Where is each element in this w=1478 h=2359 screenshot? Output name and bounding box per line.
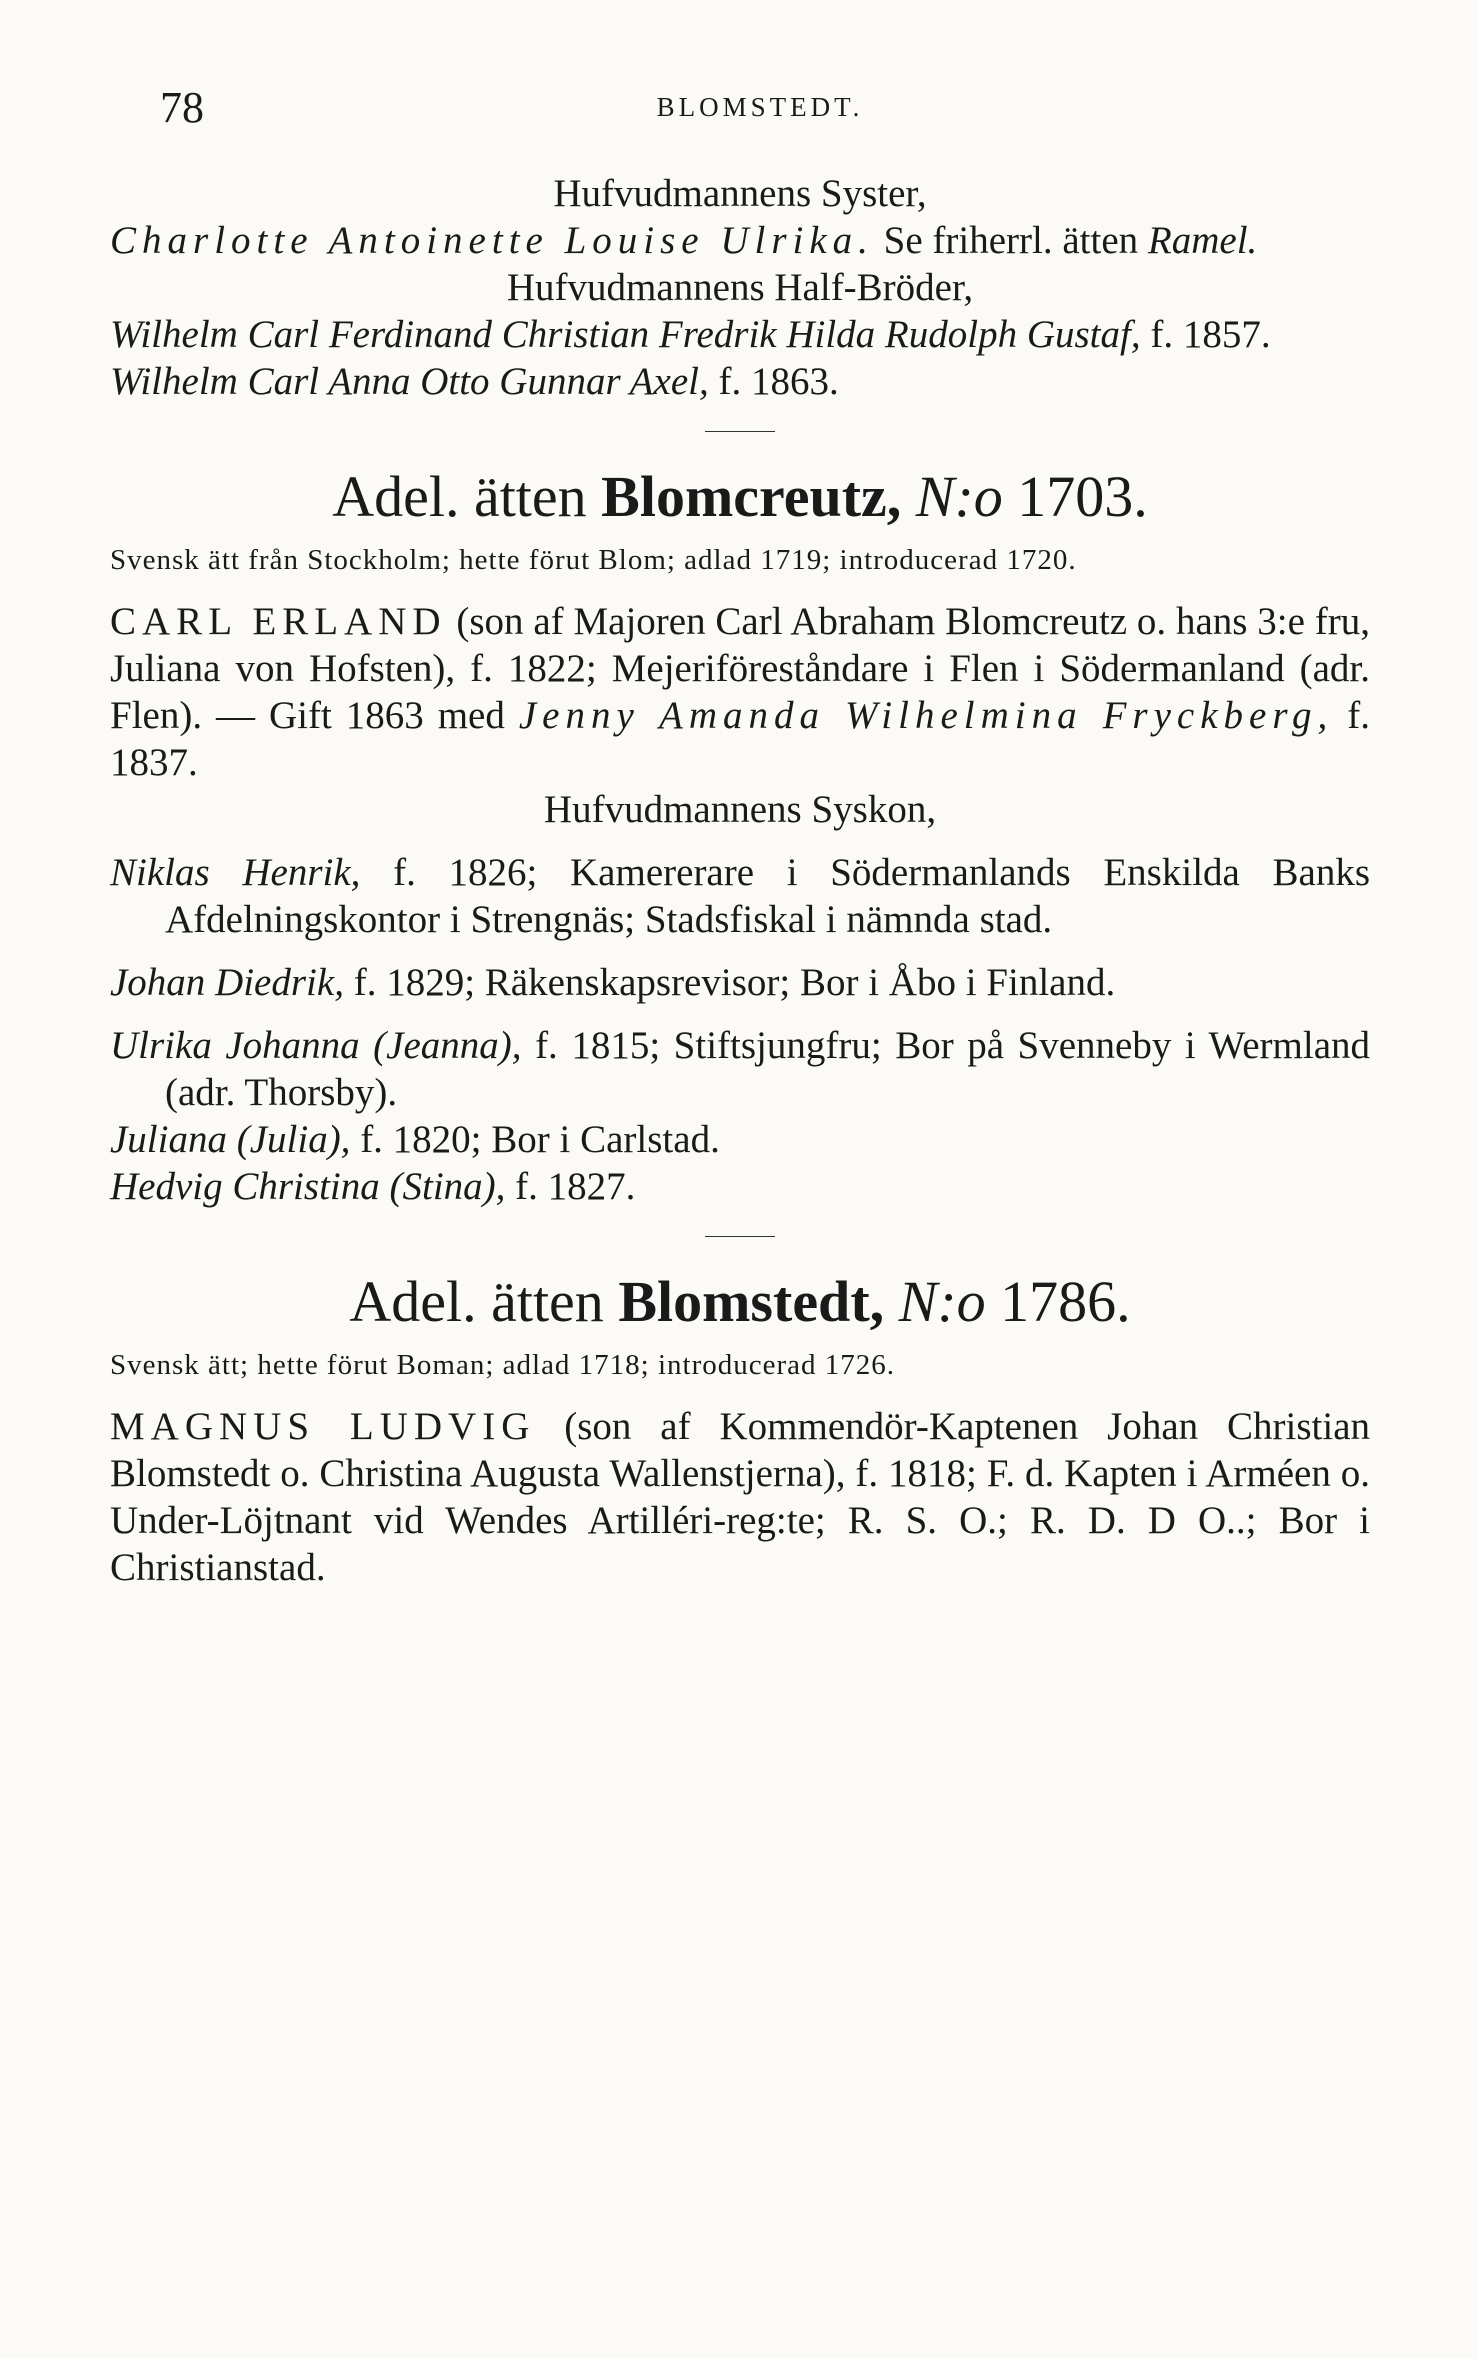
heading-sister: Hufvudmannens Syster,: [553, 172, 927, 215]
head-entry: [110, 598, 1370, 786]
sibling-entry: [110, 1163, 1370, 1210]
sibling-text: f. 1829; Räkenskapsrevisor; Bor i Åbo i Finland.: [353, 961, 1116, 1004]
wife-born: f. 1837.: [110, 694, 1371, 784]
family-title-no: N:o: [915, 464, 1003, 529]
page-body: [110, 170, 1370, 1591]
family-title-name: Blomstedt,: [618, 1269, 885, 1334]
sibling-entry: [110, 959, 1370, 1006]
sibling-name: Johan Diedrik,: [110, 961, 344, 1004]
heading-siblings: Hufvudmannens Syskon,: [543, 788, 937, 831]
sibling-entry: [110, 849, 1370, 943]
sister-name: Charlotte Antoinette Louise Ulrika.: [110, 219, 874, 262]
family-note: Svensk ätt; hette förut Boman; adlad 1718; introducerad 1726.: [110, 1349, 896, 1381]
wife-name: Jenny Amanda Wilhelmina Fryckberg,: [518, 694, 1334, 737]
head-name: CARL ERLAND: [110, 600, 447, 643]
sibling-name: Juliana (Julia),: [110, 1118, 351, 1161]
sibling-entry: [110, 1116, 1370, 1163]
sibling-entry: [110, 1022, 1370, 1116]
sister-entry: [110, 217, 1370, 264]
sibling-text: f. 1826; Kamererare i Södermanlands Enskilda Banks Afdelningskontor i Strengnäs; Stadsfiskal i nämnda stad.: [165, 851, 1371, 941]
family-title-no: N:o: [898, 1269, 986, 1334]
family-title-number: 1703.: [1017, 464, 1148, 529]
family-title-name: Blomcreutz,: [601, 464, 902, 529]
sibling-text: f. 1815; Stiftsjungfru; Bor på Svenneby i Wermland (adr. Thorsby).: [165, 1024, 1371, 1114]
sibling-name: Ulrika Johanna (Jeanna),: [110, 1024, 522, 1067]
brother-born: f. 1857.: [1150, 313, 1271, 356]
family-title-prefix: Adel. ätten: [332, 464, 587, 529]
heading-half-brothers: Hufvudmannens Half-Bröder,: [506, 266, 974, 309]
divider: [705, 431, 775, 432]
brother-name: Wilhelm Carl Ferdinand Christian Fredrik Hilda Rudolph Gustaf,: [110, 313, 1141, 356]
brother-entry: [110, 358, 1370, 405]
sister-note: Se friherrl. ätten: [883, 219, 1139, 262]
page-number: 78: [160, 83, 204, 132]
brother-entry: [110, 311, 1370, 358]
family-title-number: 1786.: [1000, 1269, 1131, 1334]
page-header: [160, 82, 1360, 132]
sibling-text: f. 1827.: [515, 1165, 636, 1208]
brother-born: f. 1863.: [718, 360, 839, 403]
head-name: MAGNUS LUDVIG: [110, 1405, 536, 1448]
brother-name: Wilhelm Carl Anna Otto Gunnar Axel,: [110, 360, 709, 403]
head-text: (son af Majoren Carl Abraham Blomcreutz o. hans 3:e fru, Juliana von Hofsten), f. 1822; Mejeriföreståndare i Flen i Södermanland (adr. Flen). — Gift 1863 med: [110, 600, 1371, 737]
family-note: Svensk ätt från Stockholm; hette förut Blom; adlad 1719; introducerad 1720.: [110, 544, 1077, 576]
head-text: (son af Kommendör-Kaptenen Johan Christian Blomstedt o. Christina Augusta Wallenstjerna), f. 1818; F. d. Kapten i Arméen o. Under-Löjtnant vid Wendes Artilléri-reg:te; R. S. O.; R. D. D O..; Bor i Christianstad.: [110, 1405, 1370, 1589]
sibling-name: Hedvig Christina (Stina),: [110, 1165, 506, 1208]
head-entry: [110, 1403, 1370, 1591]
sibling-text: f. 1820; Bor i Carlstad.: [360, 1118, 720, 1161]
family-title-blomstedt: [110, 1267, 1370, 1337]
family-title-blomcreutz: [110, 462, 1370, 532]
sibling-name: Niklas Henrik,: [110, 851, 361, 894]
family-title-prefix: Adel. ätten: [349, 1269, 604, 1334]
sister-note-family: Ramel.: [1147, 219, 1258, 262]
running-title: BLOMSTEDT.: [656, 92, 864, 122]
divider: [705, 1236, 775, 1237]
